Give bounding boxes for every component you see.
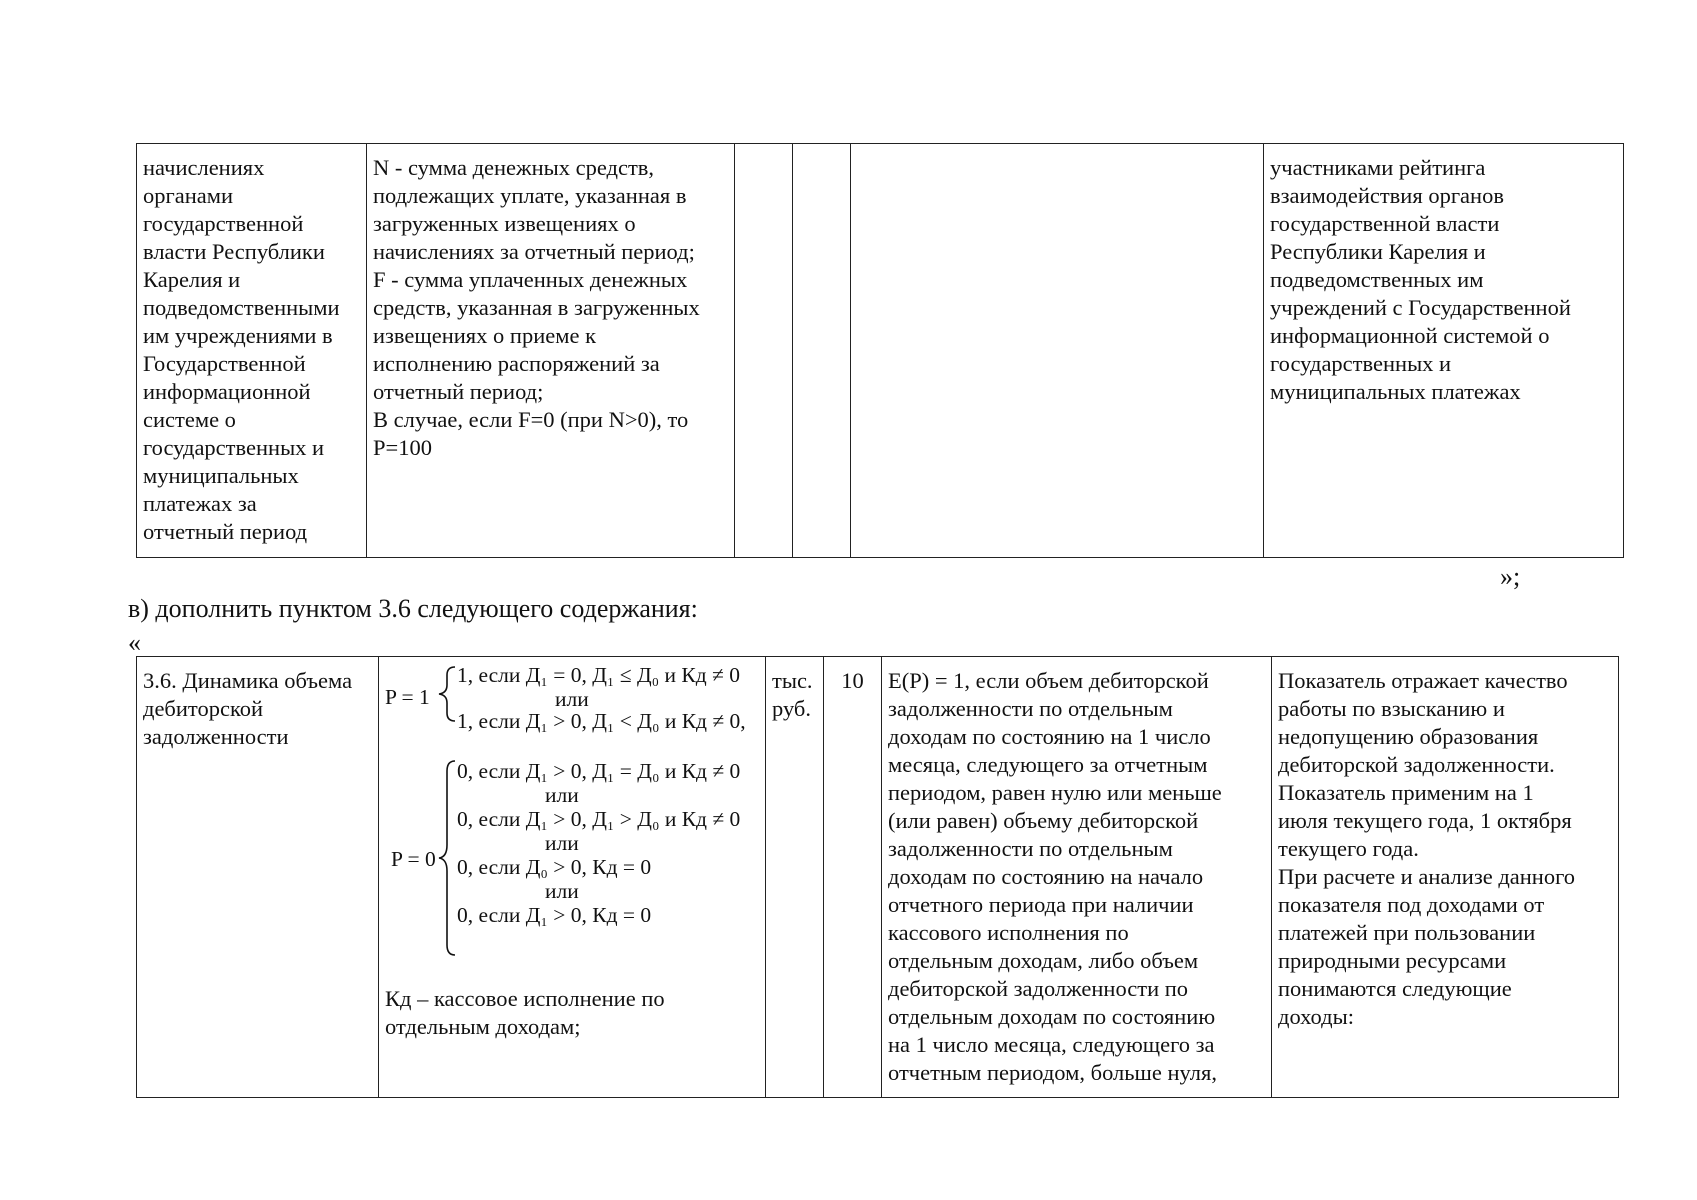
- table-row: [137, 144, 1624, 558]
- p0-label: P = 0: [391, 847, 436, 871]
- left-brace-p1: [439, 667, 455, 721]
- p1-label: P = 1: [385, 685, 430, 709]
- instruction-text: в) дополнить пунктом 3.6 следующего содержания:: [128, 594, 698, 623]
- comment-cell: Показатель отражает качество работы по взысканию и недопущению образования дебиторской задолженности. Показатель применим на 1 июля текущего года, 1 октября текущего года. При расчете и анализе данного показателя под доходами от платежей при пользовании природными ресурсами понимаются следующие доходы:: [1272, 657, 1619, 1098]
- closing-quote: »;: [1500, 562, 1521, 591]
- unit-cell: [735, 144, 793, 558]
- p0-condition-4: 0, если Д₁ > 0, Кд = 0: [457, 903, 652, 927]
- indicator-name-cell: 3.6. Динамика объема дебиторской задолженности: [137, 657, 379, 1098]
- comment-cell: участниками рейтинга взаимодействия органов государственной власти Республики Карелия и подведомственных им учреждений с Государственной информационной системой о государственных и муниципальных платежах: [1264, 144, 1624, 558]
- p1-or: или: [555, 687, 589, 711]
- formula-block: [385, 665, 759, 1050]
- unit-cell: тыс. руб.: [766, 657, 824, 1098]
- p0-or-3: или: [545, 879, 579, 903]
- p0-condition-1: 0, если Д₁ > 0, Д₁ = Д₀ и Кд ≠ 0: [457, 759, 741, 783]
- weight-cell: 10: [824, 657, 882, 1098]
- evaluation-cell: [851, 144, 1264, 558]
- p1-condition-1: 1, если Д₁ = 0, Д₁ ≤ Д₀ и Кд ≠ 0: [457, 663, 740, 687]
- indicator-table-3-6: [136, 656, 1619, 1098]
- indicator-table-continued: [136, 143, 1624, 558]
- weight-cell: [793, 144, 851, 558]
- p0-condition-2: 0, если Д₁ > 0, Д₁ > Д₀ и Кд ≠ 0: [457, 807, 741, 831]
- left-brace-p0: [439, 761, 455, 955]
- p0-or-1: или: [545, 783, 579, 807]
- indicator-name-cell: начислениях органами государственной власти Республики Карелия и подведомственными им учреждениями в Государственной информационной системе о государственных и муниципальных платежах за отчетный период: [137, 144, 367, 558]
- p0-condition-3: 0, если Д₀ > 0, Кд = 0: [457, 855, 652, 879]
- formula-description-cell: N - сумма денежных средств, подлежащих уплате, указанная в загруженных извещениях о начислениях за отчетный период; F - сумма уплаченных денежных средств, указанная в загруженных извещениях о приеме к исполнению распоряжений за отчетный период; В случае, если F=0 (при N>0), то P=100: [367, 144, 735, 558]
- p0-or-2: или: [545, 831, 579, 855]
- table-row: [137, 657, 1619, 1098]
- p1-condition-2: 1, если Д₁ > 0, Д₁ < Д₀ и Кд ≠ 0,: [457, 709, 746, 733]
- kd-note: Кд – кассовое исполнение по отдельным доходам;: [385, 986, 665, 1039]
- formula-cell: [379, 657, 766, 1098]
- evaluation-cell: E(P) = 1, если объем дебиторской задолженности по отдельным доходам по состоянию на 1 число месяца, следующего за отчетным периодом, равен нулю или меньше (или равен) объему дебиторской задолженности по отдельным доходам по состоянию на начало отчетного периода при наличии кассового исполнения по отдельным доходам, либо объем дебиторской задолженности по отдельным доходам по состоянию на 1 число месяца, следующего за отчетным периодом, больше нуля,: [882, 657, 1272, 1098]
- opening-quote: «: [128, 628, 141, 657]
